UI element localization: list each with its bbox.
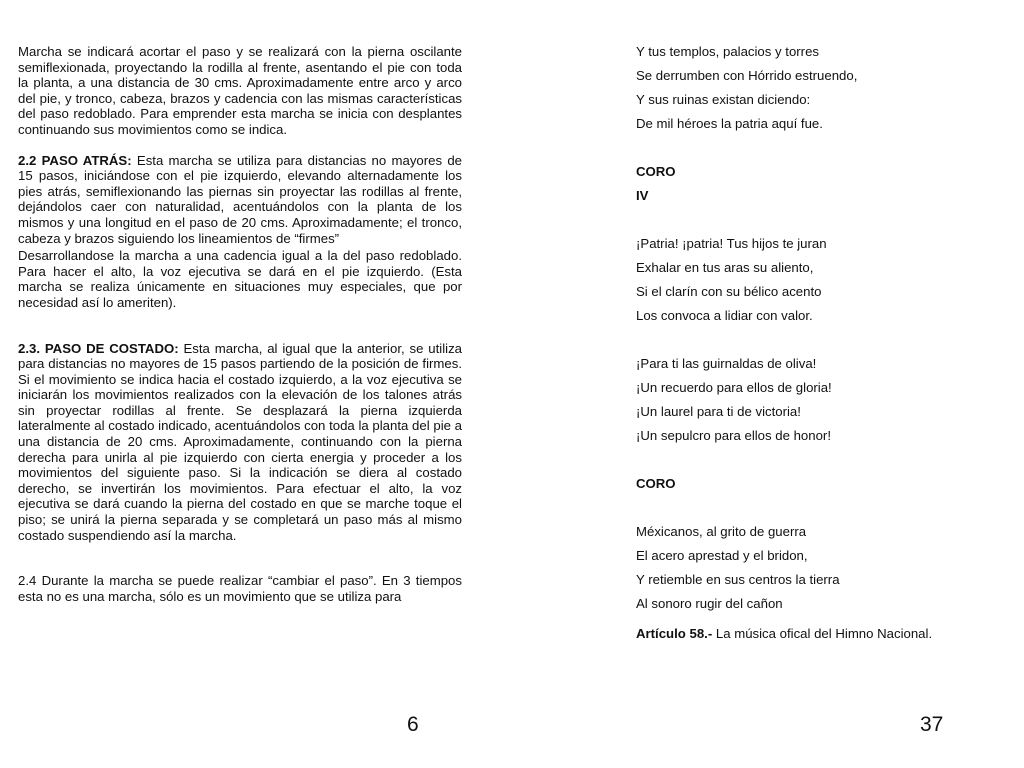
paragraph-paso-redoblado: Marcha se indicará acortar el paso y se realizará con la pierna oscilante semiflexionada, proyectando la rodilla al frente, asentando el pie con toda la planta, a una distancia de 30 cms. Aproximadamente entre arco y arco del pie, y tronco, cabeza, brazos y cadencia con las mismas características del paso redoblado. Para emprender esta marcha se inicia con desplantes continuando sus movimientos como se indica. [18,44,462,137]
anthem-line: De mil héroes la patria aquí fue. [636,116,823,131]
anthem-line: ¡Un recuerdo para ellos de gloria! [636,380,832,395]
anthem-line: Y sus ruinas existan diciendo: [636,92,811,107]
page-number-right: 37 [920,713,944,736]
stanza-gap [636,208,958,232]
section-2-3-body: Esta marcha, al igual que la anterior, se utiliza para distancias no mayores de 15 pasos partiendo de la posición de firmes. Si el movimiento se indica hacia el costado izquierdo, a la voz ejecutiva se iniciarán los movimientos realizados con la elevación de los talones atrás sin proyectar rodillas al frente. Se desplazará la pierna izquierda lateralmente al costado indicado, acentuándolos con toda la planta del pie a una distancia de 20 cms. Aproximadamente, continuando con la pierna derecha para unirla al pie izquierdo con cierta energia y proceder a los movimientos del siguiente paso. Si la indicación se diera al costado derecho, se invertirán los movimientos. Para efectuar el alto, la voz ejecutiva se dará cuando la pierna del costado en que se marche toque el piso; se unirá la pierna separada y se completará un paso más al mismo costado suspendiendo así la marcha. [18,340,462,543]
coro-heading: CORO [636,476,676,491]
section-2-2-body: Esta marcha se utiliza para distancias no mayores de 15 pasos, iniciándose con el pie izquierdo, elevando alternadamente los pies atrás, semiflexionando las piernas sin proyectar las rodillas al frente, dejándolos caer con naturalidad, acentuándolos con la planta de los mismos y una longitud en el paso de 20 cms. Aproximadamente; el tronco, cabeza y brazos siguiendo los lineamientos de “firmes” [18,152,463,246]
section-2-4: 2.4 Durante la marcha se puede realizar “cambiar el paso”. En 3 tiempos esta no es una marcha, sólo es un movimiento que se utiliza para [18,573,462,604]
right-page [512,0,1024,768]
stanza-number: IV [636,188,649,203]
article-58-heading: Artículo 58.- [636,626,713,641]
section-2-3 [18,341,462,544]
anthem-line: ¡Un laurel para ti de victoria! [636,404,801,419]
paragraph-cadencia: Desarrollandose la marcha a una cadencia igual a la del paso redoblado. Para hacer el alto, la voz ejecutiva se dará en el pie izquierdo. (Esta marcha se realiza únicamente en situaciones muy especiales, que por necesidad así lo ameriten). [18,248,462,310]
anthem-column [636,40,958,642]
section-2-2-heading: 2.2 PASO ATRÁS: [18,152,132,168]
anthem-line: Y tus templos, palacios y torres [636,44,819,59]
anthem-line: Y retiemble en sus centros la tierra [636,572,840,587]
anthem-line: Si el clarín con su bélico acento [636,284,822,299]
article-58-body: La música ofical del Himno Nacional. [712,626,933,641]
section-2-2 [18,153,462,247]
section-2-3-heading: 2.3. PASO DE COSTADO: [18,340,179,356]
page-number-left: 6 [407,713,419,736]
anthem-line: Se derrumben con Hórrido estruendo, [636,68,858,83]
coro-heading: CORO [636,164,676,179]
stanza-gap [636,328,958,352]
left-text-column [18,44,462,619]
anthem-line: ¡Un sepulcro para ellos de honor! [636,428,831,443]
anthem-line: El acero aprestad y el bridon, [636,548,808,563]
anthem-line: Exhalar en tus aras su aliento, [636,260,814,275]
anthem-line: Al sonoro rugir del cañon [636,596,783,611]
anthem-line: ¡Para ti las guirnaldas de oliva! [636,356,817,371]
article-58 [636,626,958,642]
anthem-line: ¡Patria! ¡patria! Tus hijos te juran [636,236,827,251]
stanza-gap [636,448,958,472]
anthem-line: Los convoca a lidiar con valor. [636,308,813,323]
anthem-line: Méxicanos, al grito de guerra [636,524,807,539]
stanza-gap [636,136,958,160]
stanza-gap [636,496,958,520]
